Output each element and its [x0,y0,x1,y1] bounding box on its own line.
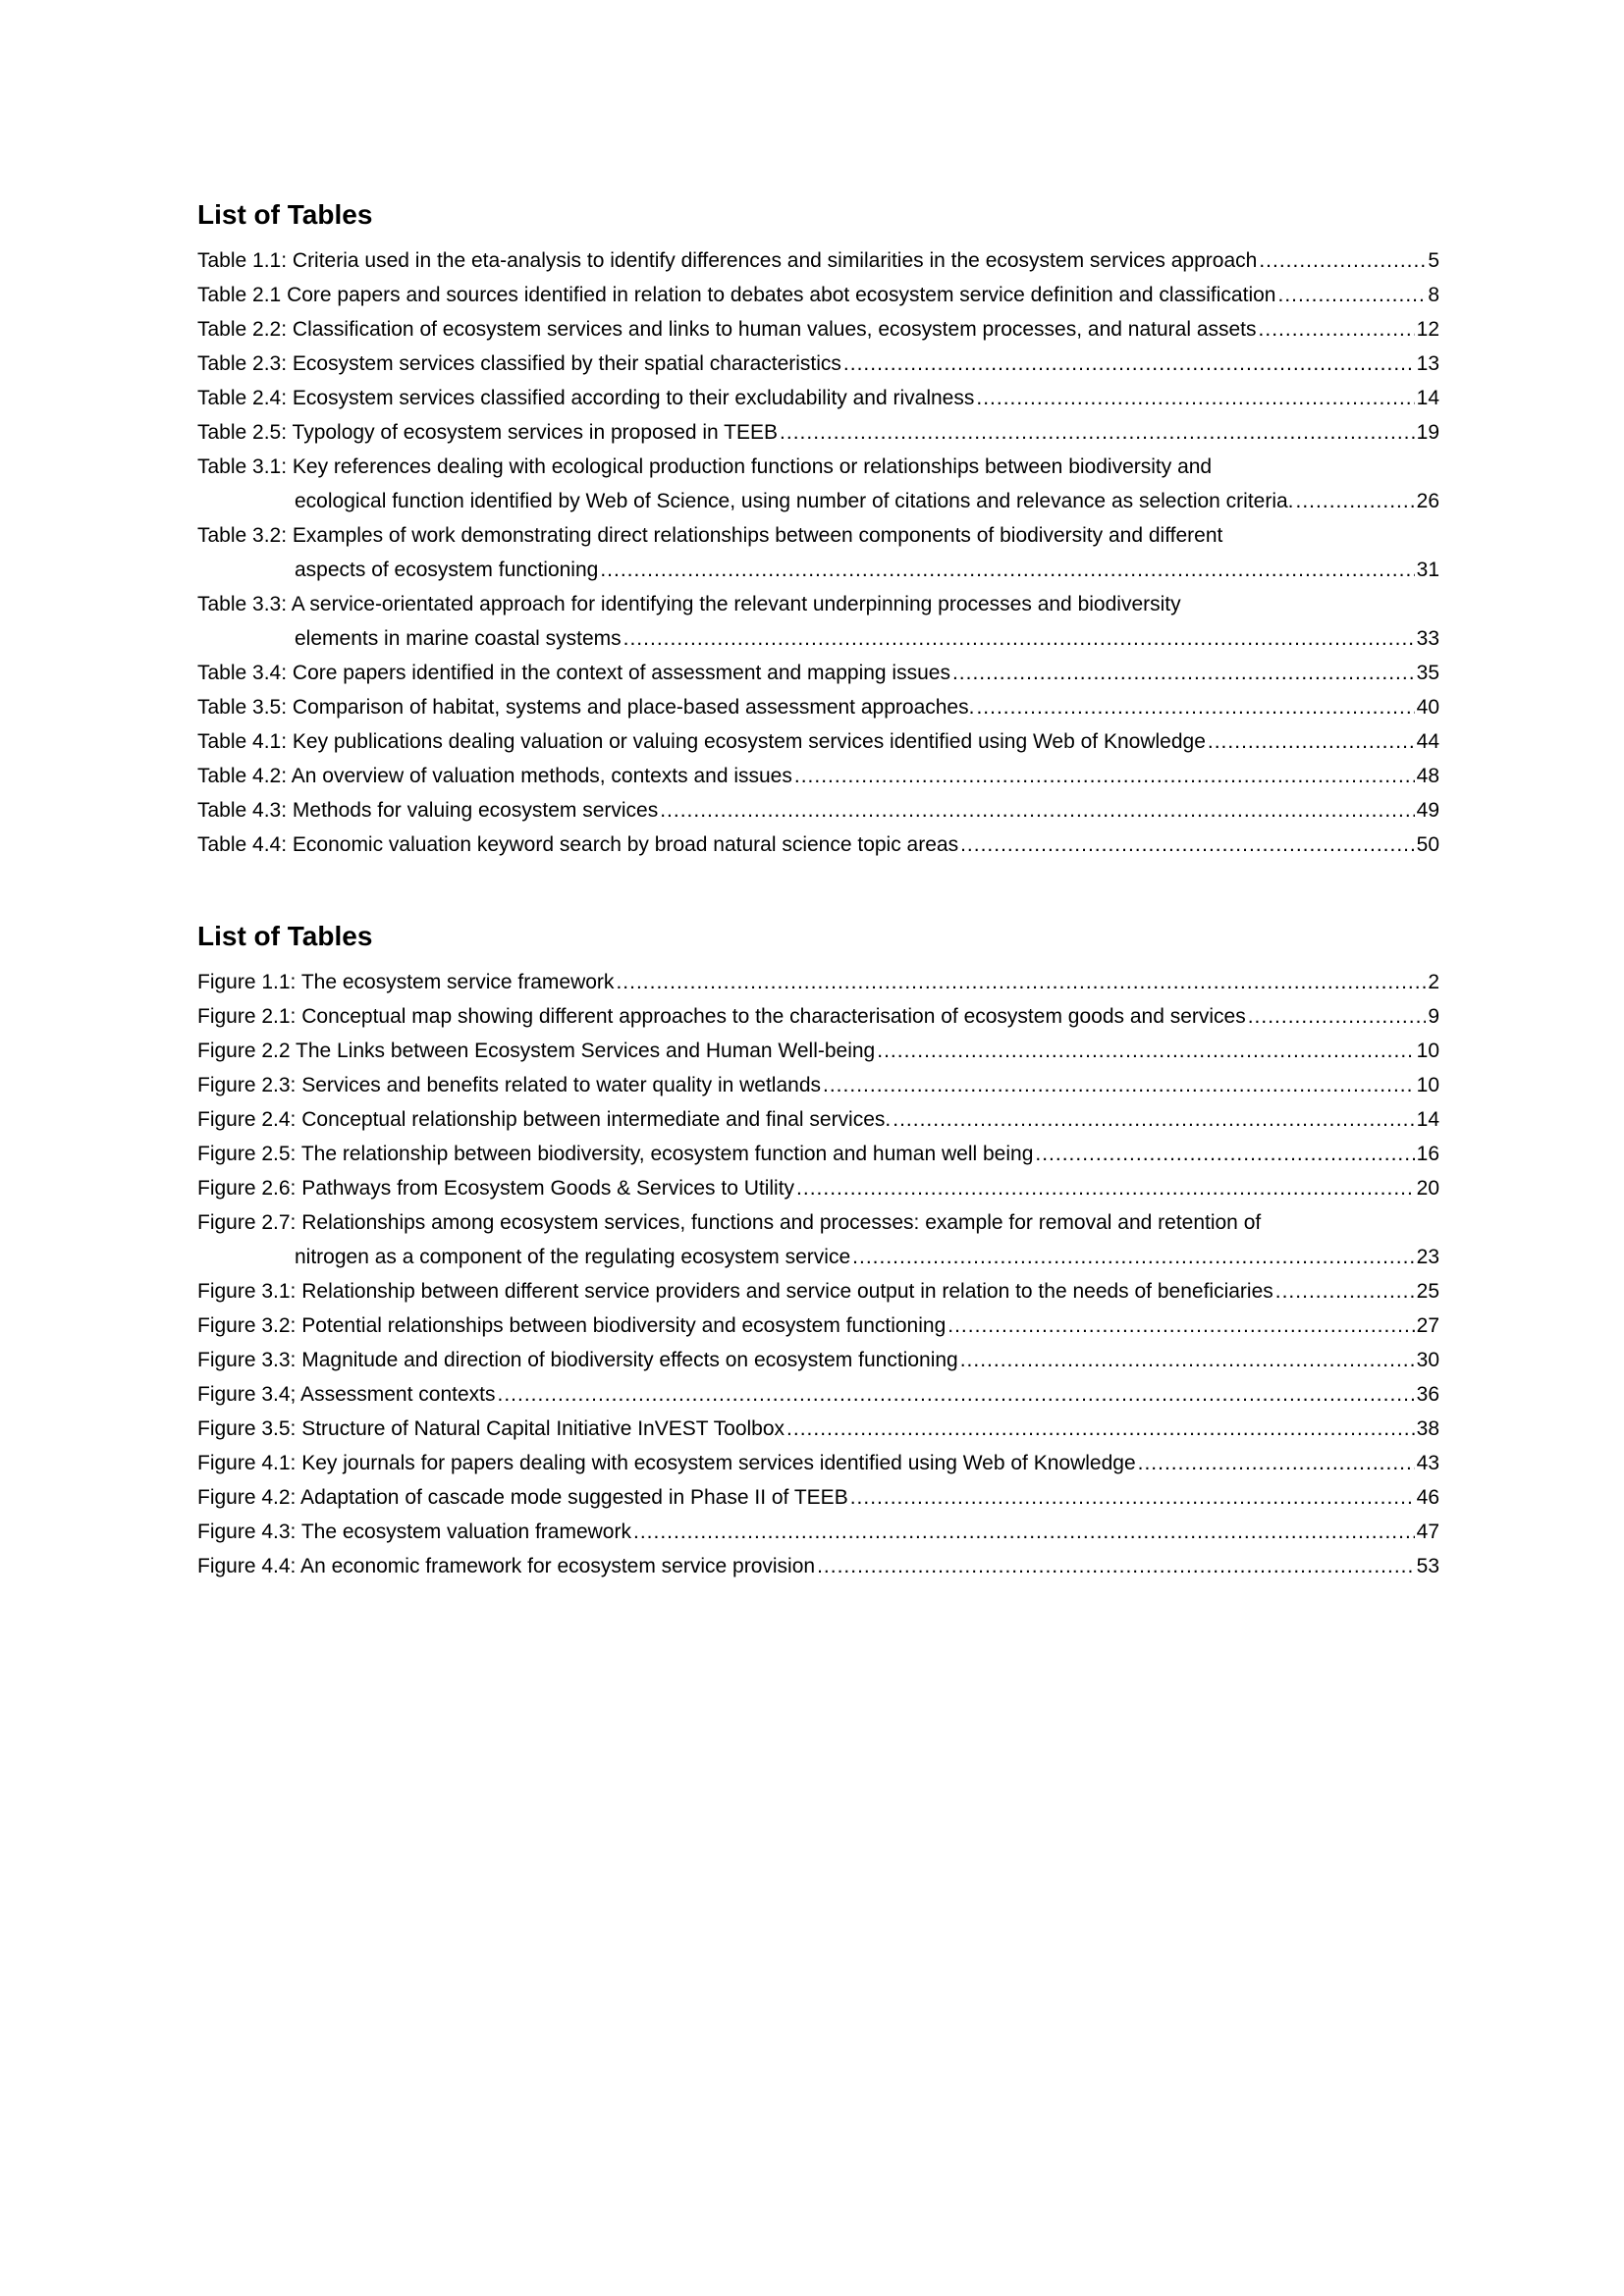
figure-entry-line [197,1068,1439,1102]
figure-entry[interactable] [197,1480,1439,1515]
table-entry-title: Table 3.5: Comparison of habitat, systems and place-based assessment approaches. [197,696,975,719]
table-entry-title: aspects of ecosystem functioning [295,559,599,581]
figure-entry[interactable] [197,1171,1439,1205]
table-entry-title-first-line: Table 3.3: A service-orientated approach for identifying the relevant underpinning processes and biodiversity [197,593,1181,615]
table-entry-line [197,415,1439,450]
figure-entry[interactable] [197,1446,1439,1480]
dot-leader [1277,278,1426,312]
table-entry-line [197,312,1439,347]
figure-entry-page-number: 14 [1416,1108,1439,1131]
tables-list [197,243,1439,862]
dot-leader [960,828,1415,862]
figure-entry[interactable] [197,1308,1439,1343]
figure-entry[interactable] [197,999,1439,1034]
table-entry-title: elements in marine coastal systems [295,627,622,650]
dot-leader [1035,1137,1414,1171]
figure-entry-title: nitrogen as a component of the regulating ecosystem service [295,1246,851,1268]
dot-leader [952,656,1415,690]
table-entry[interactable] [197,347,1439,381]
table-entry[interactable] [197,587,1439,656]
dot-leader [786,1412,1415,1446]
table-entry-line [197,243,1439,278]
figure-entry-line [197,1034,1439,1068]
dot-leader [976,690,1414,724]
figure-entry[interactable] [197,1068,1439,1102]
dot-leader [823,1068,1415,1102]
figure-entry-line [197,1102,1439,1137]
figure-entry-line [197,999,1439,1034]
figure-entry-page-number: 38 [1416,1417,1439,1440]
table-entry-page-number: 31 [1416,559,1439,581]
figure-entry-line [197,1274,1439,1308]
figure-entry[interactable] [197,1274,1439,1308]
table-entry-line [197,656,1439,690]
dot-leader [1248,999,1427,1034]
dot-leader [1296,484,1415,518]
table-entry-line [197,553,1439,587]
figure-entry-line [197,1343,1439,1377]
figure-entry-title: Figure 3.1: Relationship between different service providers and service output in relation to the needs of beneficiaries [197,1280,1273,1303]
figure-entry-line [197,1446,1439,1480]
table-entry[interactable] [197,518,1439,587]
dot-leader [960,1343,1415,1377]
table-entry[interactable] [197,450,1439,518]
table-entry-title: Table 3.4: Core papers identified in the context of assessment and mapping issues [197,662,950,684]
figure-entry-page-number: 20 [1416,1177,1439,1200]
figure-entry-line [197,1171,1439,1205]
table-entry-line [197,828,1439,862]
figure-entry-title: Figure 3.2: Potential relationships between biodiversity and ecosystem functioning [197,1314,947,1337]
table-entry-page-number: 13 [1416,352,1439,375]
figure-entry-page-number: 16 [1416,1143,1439,1165]
figure-entry-page-number: 23 [1416,1246,1439,1268]
table-entry-title: Table 4.2: An overview of valuation methods, contexts and issues [197,765,792,787]
figure-entry[interactable] [197,1515,1439,1549]
figure-entry[interactable] [197,1102,1439,1137]
figure-entry-title: Figure 2.1: Conceptual map showing different approaches to the characterisation of ecosystem goods and services [197,1005,1246,1028]
table-entry-page-number: 14 [1416,387,1439,409]
figure-entry-line [197,1480,1439,1515]
table-entry-page-number: 50 [1416,833,1439,856]
figure-entry-title-first-line: Figure 2.7: Relationships among ecosystem services, functions and processes: example for removal and retention of [197,1211,1262,1234]
table-entry-page-number: 19 [1416,421,1439,444]
table-entry[interactable] [197,312,1439,347]
table-entry-page-number: 44 [1416,730,1439,753]
table-entry[interactable] [197,793,1439,828]
dot-leader [1259,312,1415,347]
table-entry-page-number: 33 [1416,627,1439,650]
dot-leader [1138,1446,1415,1480]
table-entry-line [197,759,1439,793]
figure-entry-line [197,965,1439,999]
table-entry[interactable] [197,381,1439,415]
list-of-figures-section [197,918,1439,1583]
table-entry[interactable] [197,656,1439,690]
table-entry-title: Table 4.4: Economic valuation keyword search by broad natural science topic areas [197,833,959,856]
figure-entry-title: Figure 2.5: The relationship between biodiversity, ecosystem function and human well being [197,1143,1034,1165]
table-entry[interactable] [197,690,1439,724]
list-of-tables-section [197,196,1439,862]
dot-leader [852,1240,1414,1274]
table-entry-line [197,484,1439,518]
table-entry-title: Table 4.1: Key publications dealing valuation or valuing ecosystem services identified using Web of Knowledge [197,730,1206,753]
dot-leader [1208,724,1415,759]
figure-entry-line [197,1377,1439,1412]
dot-leader [850,1480,1415,1515]
table-entry-page-number: 48 [1416,765,1439,787]
dot-leader [843,347,1415,381]
dot-leader [780,415,1415,450]
figure-entry-page-number: 10 [1416,1040,1439,1062]
figure-entry[interactable] [197,1549,1439,1583]
figure-entry-title: Figure 2.4: Conceptual relationship between intermediate and final services. [197,1108,892,1131]
figure-entry-page-number: 43 [1416,1452,1439,1474]
table-entry-line [197,278,1439,312]
figure-entry-title: Figure 2.2 The Links between Ecosystem Services and Human Well-being [197,1040,876,1062]
figure-entry-line [197,1308,1439,1343]
table-entry-page-number: 12 [1416,318,1439,341]
table-entry-title: ecological function identified by Web of Science, using number of citations and relevance as selection criteria. [295,490,1294,512]
table-entry[interactable] [197,759,1439,793]
figure-entry-line [197,1137,1439,1171]
figure-entry-title: Figure 4.4: An economic framework for ecosystem service provision [197,1555,816,1577]
table-entry-line [197,724,1439,759]
table-entry-line [197,621,1439,656]
figure-entry-title: Figure 3.4; Assessment contexts [197,1383,496,1406]
dot-leader [1259,243,1426,278]
dot-leader [794,759,1415,793]
figure-entry-page-number: 10 [1416,1074,1439,1096]
figure-entry-line [197,1240,1439,1274]
table-entry[interactable] [197,278,1439,312]
dot-leader [497,1377,1414,1412]
table-entry[interactable] [197,724,1439,759]
figure-entry[interactable] [197,1377,1439,1412]
figure-entry-title: Figure 2.3: Services and benefits related to water quality in wetlands [197,1074,822,1096]
figure-entry[interactable] [197,1343,1439,1377]
list-of-tables-heading: List of Tables [197,199,373,230]
table-entry-title: Table 2.4: Ecosystem services classified according to their excludability and rivalness [197,387,975,409]
table-entry-line [197,690,1439,724]
figure-entry-page-number: 46 [1416,1486,1439,1509]
figure-entry-page-number: 25 [1416,1280,1439,1303]
table-entry-title: Table 2.2: Classification of ecosystem services and links to human values, ecosystem processes, and natural assets [197,318,1257,341]
figure-entry-line [197,1549,1439,1583]
figure-entry-page-number: 27 [1416,1314,1439,1337]
figure-entry-title: Figure 4.2: Adaptation of cascade mode suggested in Phase II of TEEB [197,1486,848,1509]
dot-leader [616,965,1426,999]
dot-leader [623,621,1415,656]
figure-entry-title: Figure 2.6: Pathways from Ecosystem Goods & Services to Utility [197,1177,795,1200]
figure-entry-page-number: 30 [1416,1349,1439,1371]
table-entry-page-number: 26 [1416,490,1439,512]
dot-leader [796,1171,1415,1205]
table-entry-title: Table 2.1 Core papers and sources identified in relation to debates abot ecosystem service definition and classification [197,284,1276,306]
figure-entry-title: Figure 3.3: Magnitude and direction of biodiversity effects on ecosystem functioning [197,1349,958,1371]
dot-leader [660,793,1414,828]
figure-entry-page-number: 9 [1428,1005,1439,1028]
table-entry-page-number: 8 [1428,284,1439,306]
figure-entry-title: Figure 3.5: Structure of Natural Capital Initiative InVEST Toolbox [197,1417,785,1440]
figure-entry[interactable] [197,1412,1439,1446]
table-entry-page-number: 35 [1416,662,1439,684]
table-entry[interactable] [197,828,1439,862]
dot-leader [600,553,1414,587]
figure-entry-title: Figure 4.3: The ecosystem valuation framework [197,1521,631,1543]
dot-leader [976,381,1414,415]
figure-entry[interactable] [197,1137,1439,1171]
table-entry-title: Table 2.5: Typology of ecosystem services in proposed in TEEB [197,421,779,444]
figure-entry-line [197,1412,1439,1446]
figure-entry-line [197,1515,1439,1549]
document-page [197,196,1439,1583]
table-entry-title-first-line: Table 3.1: Key references dealing with ecological production functions or relationships between biodiversity and [197,455,1213,478]
figure-entry-page-number: 47 [1416,1521,1439,1543]
dot-leader [633,1515,1415,1549]
table-entry-page-number: 40 [1416,696,1439,719]
figure-entry[interactable] [197,1034,1439,1068]
table-entry-title: Table 1.1: Criteria used in the eta-analysis to identify differences and similarities in the ecosystem services approach [197,249,1258,272]
table-entry-title: Table 4.3: Methods for valuing ecosystem services [197,799,659,822]
list-of-figures-heading: List of Tables [197,921,373,951]
table-entry-page-number: 5 [1428,249,1439,272]
table-entry[interactable] [197,415,1439,450]
dot-leader [1275,1274,1415,1308]
figure-entry[interactable] [197,1205,1439,1274]
table-entry-title-first-line: Table 3.2: Examples of work demonstrating direct relationships between components of biodiversity and different [197,524,1223,547]
table-entry[interactable] [197,243,1439,278]
table-entry-line [197,793,1439,828]
figures-list [197,965,1439,1583]
table-entry-page-number: 49 [1416,799,1439,822]
figure-entry[interactable] [197,965,1439,999]
table-entry-title: Table 2.3: Ecosystem services classified by their spatial characteristics [197,352,841,375]
figure-entry-page-number: 2 [1428,971,1439,993]
dot-leader [893,1102,1414,1137]
dot-leader [947,1308,1414,1343]
figure-entry-page-number: 36 [1416,1383,1439,1406]
table-entry-line [197,347,1439,381]
dot-leader [877,1034,1414,1068]
figure-entry-title: Figure 1.1: The ecosystem service framework [197,971,615,993]
figure-entry-title: Figure 4.1: Key journals for papers dealing with ecosystem services identified using Web of Knowledge [197,1452,1136,1474]
dot-leader [817,1549,1415,1583]
table-entry-line [197,381,1439,415]
figure-entry-page-number: 53 [1416,1555,1439,1577]
